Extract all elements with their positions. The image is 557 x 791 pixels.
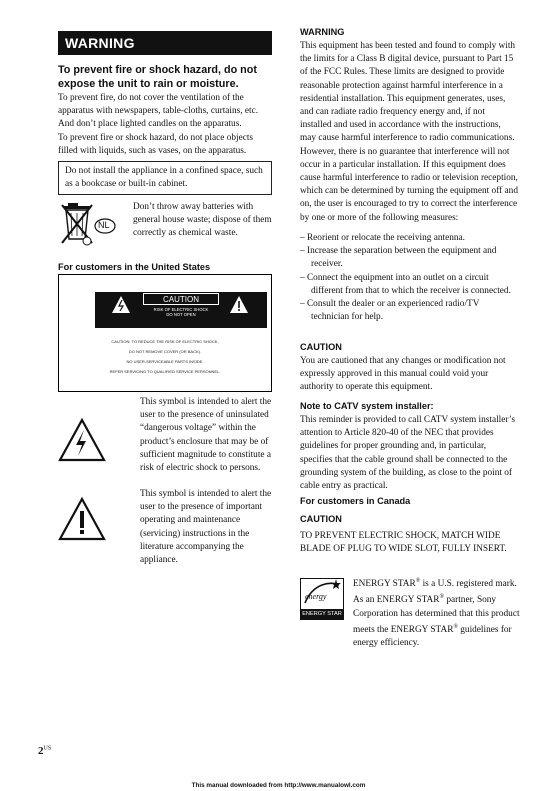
catv-heading: Note to CATV system installer: [300, 401, 434, 411]
page-number-suffix: US [43, 745, 52, 752]
fire-text [58, 92, 274, 158]
energy-star-logo-label: ENERGY STAR [301, 609, 343, 620]
exclamation-symbol-text: This symbol is intended to alert the user to the presence of important operating and maintenance (servicing) instructions in the literature accompanying the appliance. [140, 489, 272, 566]
crossed-bin-icon [60, 201, 122, 251]
warning-banner: WARNING [58, 31, 272, 55]
registered-mark: ® [439, 594, 445, 601]
fcc-caution-heading: CAUTION [300, 342, 342, 352]
page-number [38, 745, 51, 757]
fcc-warning-text: This equipment has been tested and found to comply with the limits for a Class B digital device, pursuant to Part 15 of the FCC Rules. These limits are designed to provide reasonable protection against harmful interference in a residential installation. This equipment generates, uses, and can radiate radio frequency energy and, if not installed and used in accordance with the instructions, may cause harmful interference to radio communications. However, there is no guarantee that interference will not occur in a particular installation. If this equipment does cause harmful interference to radio or television reception, which can be determined by turning the equipment off and on, the user is encouraged to try to correct the interference by one or more of the following measures: [300, 41, 518, 223]
download-footer: This manual downloaded from http://www.manualowl.com [191, 782, 366, 789]
catv-text: This reminder is provided to call CATV system installer’s attention to Article 820-40 of the NEC that provides guidelines for proper grounding and, in particular, specifies that the cable ground shall be connected to the grounding system of the building, as close to the point of cable entry as practical. [300, 415, 516, 492]
registered-mark: ® [453, 623, 458, 630]
label-exclamation-icon [229, 295, 249, 315]
confined-space-box: Do not install the appliance in a confined space, such as a bookcase or built-in cabinet. [58, 161, 272, 195]
canada-caution-text: TO PREVENT ELECTRIC SHOCK, MATCH WIDE BLADE OF PLUG TO WIDE SLOT, FULLY INSERT. [300, 531, 507, 555]
battery-text: Don’t throw away batteries with general house waste; dispose of them correctly as chemical waste. [133, 202, 272, 239]
canada-caution-heading: CAUTION [300, 514, 342, 524]
canada-heading: For customers in Canada [300, 496, 411, 506]
fire-paragraph-1: To prevent fire, do not cover the ventilation of the apparatus with newspapers, table-cloths, curtains, etc. And don’t place lighted candles on the apparatus. [58, 93, 259, 130]
caution-risk-line-1: RISK OF ELECTRIC SHOCK [153, 307, 209, 312]
energy-text-4: guidelines for energy efficiency. [353, 624, 512, 649]
us-customers-heading: For customers in the United States [58, 262, 211, 272]
caution-label-text [59, 337, 271, 377]
caution-risk-line-2: DO NOT OPEN [166, 312, 196, 317]
lightning-bolt-icon [58, 418, 106, 462]
measure-item: – Consult the dealer or an experienced radio/TV technician for help. [300, 299, 480, 323]
caution-label-line-4: REFER SERVICING TO QUALIFIED SERVICE PERSONNEL. [109, 369, 221, 374]
fire-paragraph-2: To prevent fire or shock hazard, do not place objects filled with liquids, such as vases, on the apparatus. [58, 132, 254, 156]
fcc-warning-heading: WARNING [300, 27, 345, 37]
fire-heading: To prevent fire or shock hazard, do not expose the unit to rain or moisture. [58, 64, 257, 90]
energy-star-text [353, 575, 521, 650]
energy-star-logo-script: energy [305, 592, 327, 601]
measure-item: – Reorient or relocate the receiving antenna. [300, 233, 465, 243]
battery-icon-label: NL [98, 220, 110, 230]
energy-text-1: ENERGY STAR [353, 579, 416, 590]
label-bolt-icon [111, 295, 131, 315]
energy-text-2: is a U.S. registered mark. As an ENERGY STAR [353, 579, 517, 606]
fcc-measures-list [300, 232, 518, 324]
energy-star-logo [300, 578, 344, 620]
registered-mark: ® [415, 578, 421, 584]
bolt-symbol-text: This symbol is intended to alert the user to the presence of uninsulated “dangerous voltage” within the product’s enclosure that may be of sufficient magnitude to constitute a risk of electric shock to persons. [140, 397, 272, 474]
caution-label-line-3: NO USER-SERVICEABLE PARTS INSIDE. [126, 359, 204, 364]
fcc-caution-text: You are cautioned that any changes or modification not expressly approved in this manual could void your authority to operate this equipment. [300, 356, 506, 393]
caution-label-title: CAUTION [143, 293, 219, 305]
page-number-value: 2 [38, 745, 44, 757]
exclamation-triangle-icon [58, 497, 106, 541]
caution-label-risk [143, 307, 219, 317]
caution-label-graphic [58, 274, 272, 392]
measure-item: – Connect the equipment into an outlet on a circuit different from that to which the receiver is connected. [300, 272, 511, 296]
energy-text-3: partner, Sony Corporation has determined that this product meets the ENERGY STAR [353, 595, 520, 635]
caution-label-line-1: CAUTION: TO REDUCE THE RISK OF ELECTRIC SHOCK, [111, 339, 219, 344]
caution-label-line-2: DO NOT REMOVE COVER (OR BACK). [128, 349, 202, 354]
measure-item: – Increase the separation between the equipment and receiver. [300, 246, 497, 270]
